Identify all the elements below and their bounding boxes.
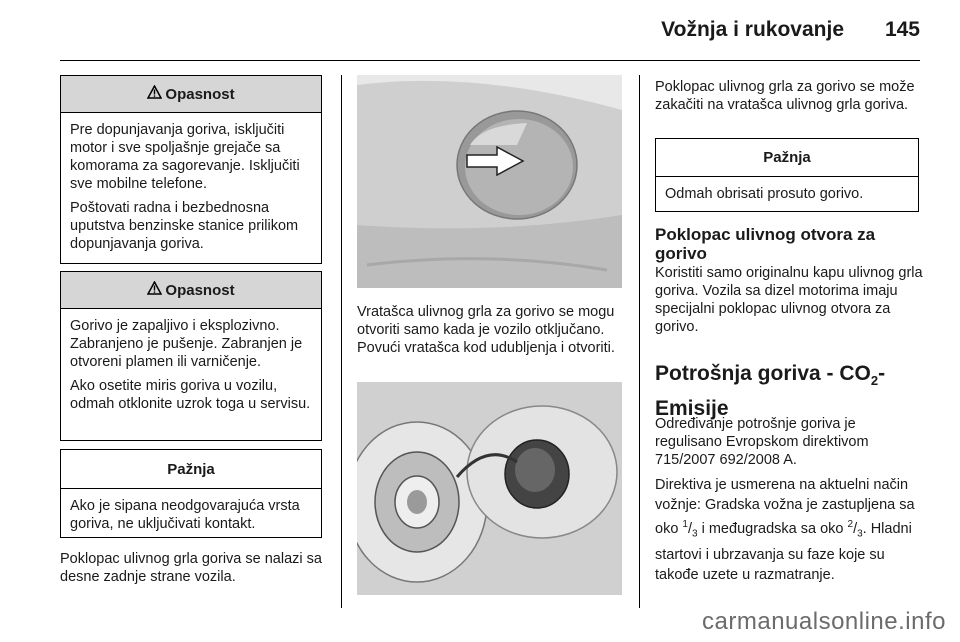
fuel-cap-open-illustration	[357, 382, 622, 595]
caution-box-body	[61, 489, 321, 545]
cap-hook-text: Poklopac ulivnog grla za gorivo se može zakačiti na vratašca ulivnog grla goriva.	[655, 79, 915, 113]
fuel-cap-open-figure	[357, 382, 622, 595]
danger-box-header	[61, 76, 321, 113]
danger-box-header	[61, 272, 321, 309]
danger-box-body	[61, 309, 321, 425]
consumption-paragraph-1: Određivanje potrošnje goriva je regulisano Evropskom direktivom 715/2007 692/2008 A.	[655, 416, 869, 468]
caution-title: Pažnja	[763, 149, 811, 166]
watermark: carmanualsonline.info	[702, 608, 946, 635]
caution-text: Ako je sipana neodgovarajuća vrsta goriva, ne uključivati kontakt.	[70, 498, 300, 532]
warning-triangle-icon	[147, 281, 162, 299]
caution-box-header	[656, 139, 918, 177]
danger-text: Ako osetite miris goriva u vozilu, odmah otklonite uzrok toga u servisu.	[70, 378, 311, 412]
consumption-paragraph-2: Direktiva je usmerena na aktuelni način vožnje: Gradska vožna je zastupljena sa oko $^1/_3$ i međugradska sa oko $^2/_3$. Hladni startovi i ubrzavanja su faze koje su takođe uzete u razmatranje.	[655, 477, 915, 583]
warning-triangle-icon	[147, 85, 162, 103]
caution-title: Pažnja	[167, 460, 215, 478]
caution-box-1	[60, 449, 322, 538]
consumption-text	[655, 415, 923, 591]
danger-title: Opasnost	[165, 281, 235, 299]
caution-box-body	[656, 177, 918, 215]
danger-text: Pre dopunjavanja goriva, isključiti motor i sve spoljašnje grejače sa komorama za sagorevanje. Isključiti sve mobilne telefone.	[70, 122, 300, 192]
caution-box-header	[61, 450, 321, 489]
fuel-door-closed-illustration	[357, 75, 622, 288]
section-heading-consumption: Potrošnja goriva - $CO_2-$ Emisije	[655, 362, 886, 421]
section-title-fuel-cap: Poklopac ulivnog otvora za gorivo	[655, 225, 876, 263]
page-header	[0, 0, 960, 62]
danger-box-1	[60, 75, 322, 264]
fuel-door-caption: Vratašca ulivnog grla za gorivo se mogu otvoriti samo kada je vozilo otključano. Povući vratašca kod udubljenja i otvoriti.	[357, 304, 615, 356]
fuel-cap-section-text: Koristiti samo originalnu kapu ulivnog grla goriva. Vozila sa dizel motorima imaju specijalni poklopac ulivnog otvora za gorivo.	[655, 265, 923, 335]
column-divider-2	[639, 75, 640, 608]
caution-box-2	[655, 138, 919, 212]
danger-box-body	[61, 113, 321, 265]
fuel-door-closed-figure	[357, 75, 622, 288]
danger-title: Opasnost	[165, 85, 235, 103]
danger-text: Poštovati radna i bezbednosna uputstva benzinske stanice prilikom dopunjavanja goriva.	[70, 200, 299, 252]
danger-box-2	[60, 271, 322, 441]
header-title: Vožnja i rukovanje	[661, 18, 844, 41]
page-number: 145	[884, 18, 920, 41]
danger-text: Gorivo je zapaljivo i eksplozivno. Zabranjeno je pušenje. Zabranjen je otvoreni plamen ili varničenje.	[70, 318, 303, 370]
caution-text: Odmah obrisati prosuto gorivo.	[665, 186, 864, 202]
column-divider-1	[341, 75, 342, 608]
fuel-cap-location-text: Poklopac ulivnog grla goriva se nalazi sa desne zadnje strane vozila.	[60, 551, 322, 585]
header-rule	[60, 60, 920, 61]
